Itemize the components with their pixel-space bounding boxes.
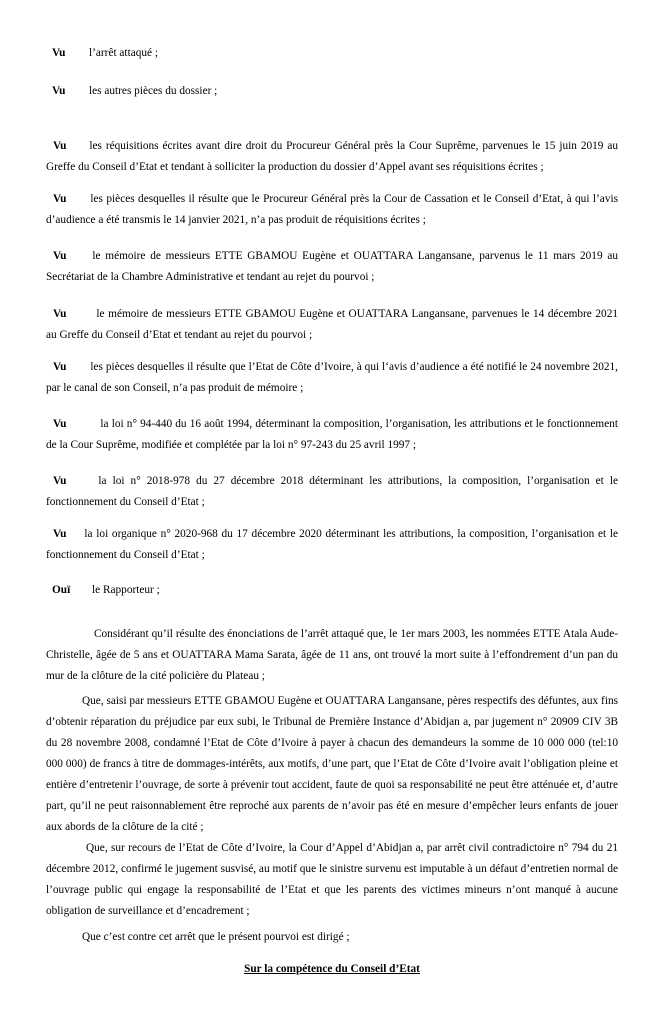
vu-label: Vu	[52, 85, 66, 97]
vu-text: les réquisitions écrites avant dire droit du Procureur Général près la Cour Suprême, parvenues le 15 juin 2019 au Greffe du Conseil d’Etat et tendant à solliciter la production du dossier d’Appel avant ses réquisitions écrites ;	[46, 140, 618, 173]
que-contre-line: Que c’est contre cet arrêt que le présent pourvoi est dirigé ;	[82, 931, 350, 943]
vu-text: la loi organique n° 2020-968 du 17 décembre 2020 déterminant les attributions, la composition, l’organisation et le fonctionnement du Conseil d’Etat ;	[46, 528, 618, 561]
vu-label: Vu	[53, 475, 67, 487]
vu-requisitions	[46, 136, 618, 178]
vu-loi-2018	[46, 471, 618, 513]
considerant-paragraph: Considérant qu’il résulte des énonciations de l’arrêt attaqué que, le 1er mars 2003, les nommées ETTE Atala Aude-Christelle, âgée de 5 ans et OUATTARA Mama Sarata, âgée de 11 ans, ont trouvé la mort suite à l’effondrement d’un pan du mur de la clôture de la cité policière du Plateau ;	[46, 628, 618, 682]
vu-loi-organique	[46, 524, 618, 566]
vu-text: les pièces desquelles il résulte que le Procureur Général près la Cour de Cassation et le Conseil d’Etat, à qui l’avis d’audience a été transmis le 14 janvier 2021, n’a pas produit de réquisitions écrites ;	[46, 193, 618, 226]
vu-avis-etat	[46, 357, 618, 399]
vu-text: les autres pièces du dossier ;	[89, 85, 218, 97]
vu-label: Vu	[53, 140, 67, 152]
vu-loi-1994	[46, 414, 618, 456]
oui-text: le Rapporteur ;	[92, 584, 160, 596]
vu-pieces	[52, 84, 218, 98]
vu-avis-procureur	[46, 189, 618, 231]
vu-memoire-2019	[46, 246, 618, 288]
vu-memoire-2021	[46, 304, 618, 346]
oui-label: Ouï	[52, 584, 71, 596]
vu-text: le mémoire de messieurs ETTE GBAMOU Eugène et OUATTARA Langansane, parvenues le 14 décembre 2021 au Greffe du Conseil d’Etat et tendant au rejet du pourvoi ;	[46, 308, 618, 341]
vu-label: Vu	[52, 47, 66, 59]
vu-label: Vu	[53, 308, 67, 320]
vu-text: la loi n° 94-440 du 16 août 1994, déterminant la composition, l’organisation, les attributions et le fonctionnement de la Cour Suprême, modifiée et complétée par la loi n° 97-243 du 25 avril 1997 ;	[46, 418, 618, 451]
que-recours-paragraph: Que, sur recours de l’Etat de Côte d’Ivoire, la Cour d’Appel d’Abidjan a, par arrêt civil contradictoire n° 794 du 21 décembre 2012, confirmé le jugement susvisé, au motif que le sinistre survenu est imputable à un défaut d’entretien normal de l’ouvrage public qui engage la responsabilité de l’Etat et que les parents des victimes mineurs n’ont manqué à aucune obligation de surveillance et d’encadrement ;	[46, 842, 618, 917]
vu-text: l’arrêt attaqué ;	[89, 47, 158, 59]
vu-text: les pièces desquelles il résulte que l’Etat de Côte d’Ivoire, à qui l‘avis d’audience a été notifié le 24 novembre 2021, par le canal de son Conseil, n’a pas produit de mémoire ;	[46, 361, 618, 394]
oui-rapporteur	[52, 583, 160, 597]
section-heading: Sur la compétence du Conseil d’Etat	[244, 963, 420, 975]
que-saisi-paragraph: Que, saisi par messieurs ETTE GBAMOU Eugène et OUATTARA Langansane, pères respectifs des défuntes, aux fins d’obtenir réparation du préjudice par eux subi, le Tribunal de Première Instance d’Abidjan a, par jugement n° 20909 CIV 3B du 28 novembre 2008, condamné l’Etat de Côte d’Ivoire à payer à chacun des demandeurs la somme de 10 000 000 (tel:10 000 000) de francs à titre de dommages-intérêts, aux motifs, d’une part, que l’Etat de Côte d’Ivoire avait l’obligation pleine et entière d’entretenir l’ouvrage, de sorte à prévenir tout accident, faute de quoi sa responsabilité ne peut être atténuée et, d’autre part, qu’il ne peut raisonnablement être reproché aux parents de n’avoir pas été en mesure d’empêcher leurs enfants de jouer aux abords de la clôture de la cité ;	[46, 695, 618, 833]
vu-label: Vu	[53, 528, 67, 540]
vu-text: la loi n° 2018-978 du 27 décembre 2018 déterminant les attributions, la composition, l’organisation et le fonctionnement du Conseil d’Etat ;	[46, 475, 618, 508]
vu-label: Vu	[53, 250, 67, 262]
vu-label: Vu	[53, 193, 67, 205]
vu-text: le mémoire de messieurs ETTE GBAMOU Eugène et OUATTARA Langansane, parvenus le 11 mars 2019 au Secrétariat de la Chambre Administrative et tendant au rejet du pourvoi ;	[46, 250, 618, 283]
vu-label: Vu	[53, 361, 67, 373]
vu-label: Vu	[53, 418, 67, 430]
vu-arret	[52, 46, 158, 60]
